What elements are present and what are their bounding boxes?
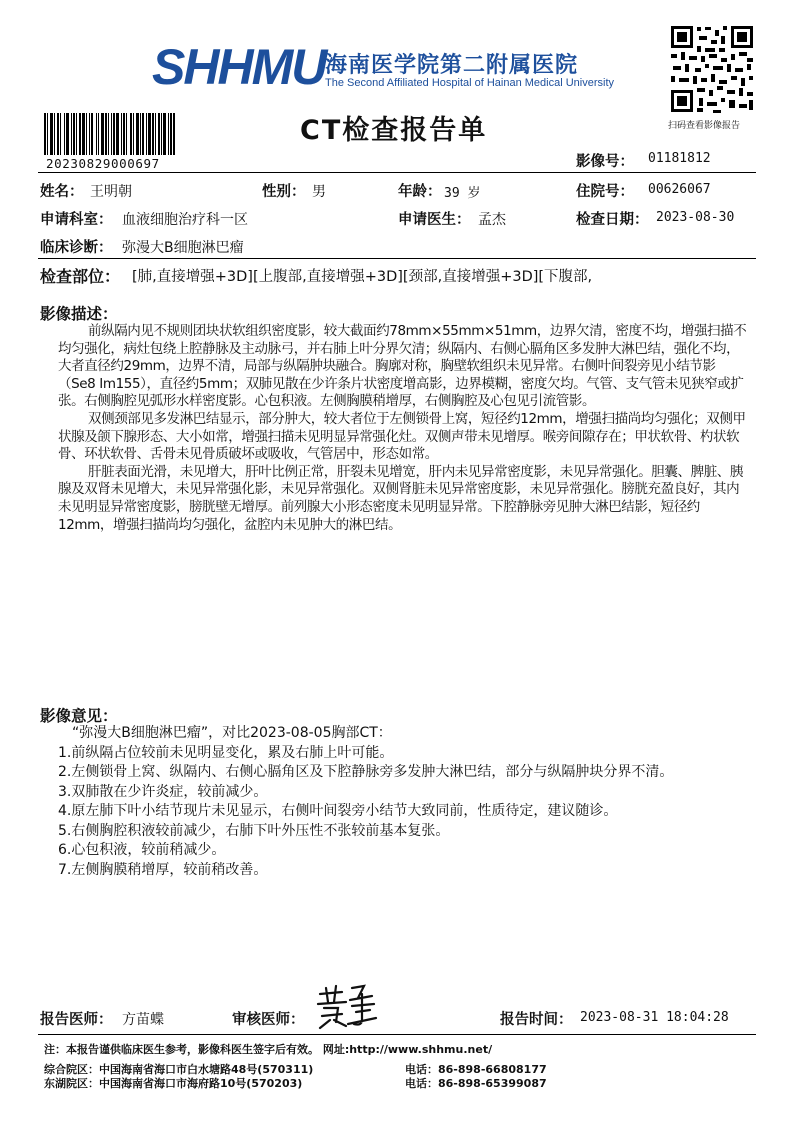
doctor-label: 申请医生： (398, 212, 471, 228)
findings-paragraph: 肝脏表面光滑，未见增大，肝叶比例正常，肝裂未见增宽，肝内未见异常密度影，未见异常强化。胆囊、脾脏、胰腺及双肾未见增大，未见异常强化影，未见异常强化。双侧肾脏未见异常密度影，未见异常强化。膀胱充盈良好，其内未见明显异常密度影，膀胱壁无增厚。前列腺大小形态密度未见明显异常。下腔静脉旁见肿大淋巴结影，短径约12mm，增强扫描尚均匀强化，盆腔内未见肿大的淋巴结。 (58, 463, 743, 533)
campus-address-1: 综合院区：中国海南省海口市白水塘路48号(570311) (44, 1063, 314, 1076)
image-no: 01181812 (648, 151, 711, 166)
sex-label: 性别： (262, 184, 306, 200)
opinion-item: 7.左侧胸膜稍增厚，较前稍改善。 (58, 861, 268, 878)
findings-label: 影像描述： (40, 305, 118, 323)
opinion-label: 影像意见： (40, 707, 118, 725)
exam-parts: [肺,直接增强+3D][上腹部,直接增强+3D][颈部,直接增强+3D][下腹部, (132, 269, 593, 285)
opinion-item: 3.双肺散在少许炎症，较前减少。 (58, 783, 268, 800)
divider (38, 258, 756, 259)
opinion-item: 5.右侧胸腔积液较前减少，右肺下叶外压性不张较前基本复张。 (58, 822, 450, 839)
diagnosis: 弥漫大B细胞淋巴瘤 (122, 240, 244, 256)
reporter-label: 报告医师： (40, 1012, 113, 1028)
dept: 血液细胞治疗科一区 (122, 212, 248, 228)
opinion-item: 1.前纵隔占位较前未见明显变化，累及右肺上叶可能。 (58, 744, 394, 761)
diagnosis-label: 临床诊断： (40, 240, 113, 256)
opinion-item: 4.原左肺下叶小结节现片未见显示，右侧叶间裂旁小结节大致同前，性质待定，建议随诊。 (58, 803, 618, 819)
findings-text (58, 323, 748, 534)
reviewer-signature (312, 980, 382, 1030)
campus-address-2: 东湖院区：中国海南省海口市海府路10号(570203) (44, 1077, 303, 1090)
footer-note: 注：本报告谨供临床医生参考，影像科医生签字后有效。 网址:http://www.shhmu.net/ (44, 1043, 493, 1056)
reviewer-label: 审核医师： (232, 1012, 305, 1028)
campus-phone-2: 电话：86-898-65399087 (405, 1077, 547, 1090)
exam-date: 2023-08-30 (656, 210, 735, 225)
patient-sex: 男 (312, 184, 326, 200)
age-label: 年龄： (398, 184, 442, 200)
campus-phone-1: 电话：86-898-66808177 (405, 1063, 547, 1076)
qr-caption: 扫码查看影像报告 (668, 121, 741, 131)
hospital-name-en: The Second Affiliated Hospital of Hainan Medical University (325, 77, 615, 89)
opinion-text (58, 724, 758, 880)
image-no-label: 影像号： (576, 154, 634, 170)
hospital-name-cn: 海南医学院第二附属医院 (325, 53, 579, 78)
findings-paragraph: 前纵隔内见不规则团块状软组织密度影，较大截面约78mm×55mm×51mm，边界欠清，密度不均，增强扫描不均匀强化，病灶包绕上腔静脉及主动脉弓，并右肺上叶分界欠清；纵隔内、右侧心膈角区多发肿大淋巴结，强化不均，大者直径约29mm，边界不清，局部与纵隔肿块融合。胸廓对称，胸壁软组织未见异常。右侧叶间裂旁见小结节影（Se8 Im155），直径约5mm；双肺见散在少许条片状密度增高影，边界模糊，密度欠均。气管、支气管未见狭窄或扩张。右侧胸腔见弧形水样密度影。心包积液。左侧胸膜稍增厚，右侧胸腔及心包见引流管影。 (58, 323, 747, 410)
barcode (44, 113, 184, 155)
inpatient-label: 住院号： (576, 184, 634, 200)
opinion-item: 6.心包积液，较前稍减少。 (58, 842, 226, 858)
divider (38, 172, 756, 173)
report-time: 2023-08-31 18:04:28 (580, 1010, 729, 1025)
report-title: CT检查报告单 (300, 115, 488, 146)
report-time-label: 报告时间： (500, 1012, 573, 1028)
divider (38, 1034, 756, 1035)
barcode-number: 20230829000697 (46, 156, 160, 171)
patient-name: 王明朝 (90, 184, 132, 200)
name-label: 姓名： (40, 184, 84, 200)
date-label: 检查日期： (576, 212, 649, 228)
reporter: 方苗蝶 (122, 1012, 164, 1028)
exam-parts-label: 检查部位： (40, 267, 121, 286)
findings-paragraph: 双侧颈部见多发淋巴结显示，部分肿大，较大者位于左侧锁骨上窝，短径约12mm，增强扫描尚均匀强化；双侧甲状腺及颌下腺形态、大小如常，增强扫描未见明显异常强化灶。双侧声带未见增厚。喉旁间隙存在；甲状软骨、杓状软骨、环状软骨、舌骨未见骨质破坏或吸收，气管居中，形态如常。 (58, 410, 746, 463)
opinion-item: 2.左侧锁骨上窝、纵隔内、右侧心膈角区及下腔静脉旁多发肿大淋巴结，部分与纵隔肿块分界不清。 (58, 764, 674, 780)
dept-label: 申请科室： (40, 212, 113, 228)
inpatient-no: 00626067 (648, 182, 711, 197)
doctor: 孟杰 (478, 212, 506, 228)
opinion-intro: “弥漫大B细胞淋巴瘤”，对比2023-08-05胸部CT： (72, 725, 392, 741)
patient-age: 39 岁 (444, 186, 481, 201)
qr-code[interactable] (669, 24, 755, 114)
hospital-logo: SHHMU (152, 39, 326, 95)
